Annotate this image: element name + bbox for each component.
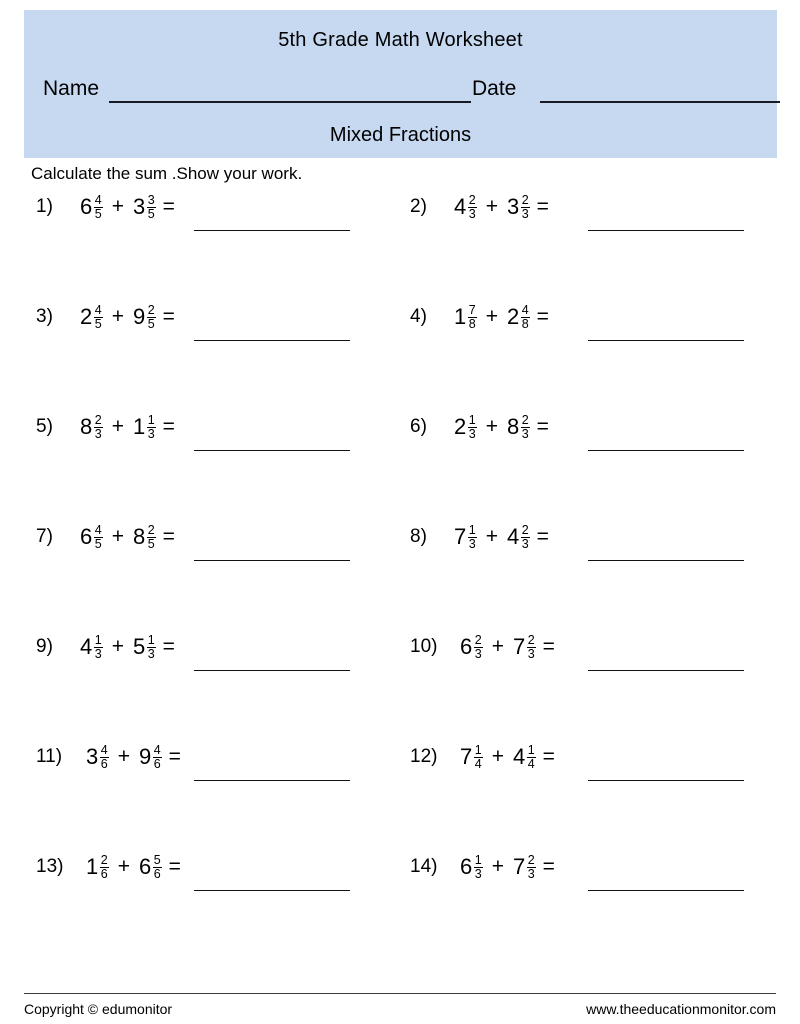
addend-2-fraction	[147, 194, 156, 221]
problem-number: 3)	[36, 306, 53, 327]
addend-1-numerator: 4	[100, 742, 108, 757]
addend-2-whole: 3	[506, 194, 520, 219]
problem-expression	[80, 302, 175, 332]
answer-line-1[interactable]	[194, 230, 350, 231]
addend-2-fraction	[147, 524, 156, 551]
addend-1	[80, 634, 103, 661]
addend-1-whole: 4	[454, 194, 467, 219]
addend-1-whole: 6	[80, 524, 93, 549]
problem-number: 9)	[36, 636, 53, 657]
addend-1	[80, 304, 103, 331]
equals-operator: =	[542, 745, 555, 768]
name-label: Name	[43, 77, 100, 100]
addend-1-fraction	[468, 194, 477, 221]
problem-8	[410, 522, 549, 586]
worksheet-title: 5th Grade Math Worksheet	[278, 29, 523, 51]
answer-line-5[interactable]	[194, 450, 350, 451]
addend-1	[80, 524, 103, 551]
addend-2-denominator: 3	[521, 427, 529, 441]
addend-1-fraction	[468, 304, 477, 331]
problem-number: 14)	[410, 856, 438, 877]
addend-1-whole: 6	[460, 854, 473, 879]
name-date-row	[24, 76, 777, 108]
plus-operator: +	[491, 855, 504, 878]
equals-operator: =	[536, 525, 549, 548]
footer-website: www.theeducationmonitor.com	[586, 1001, 776, 1017]
addend-1-denominator: 3	[468, 537, 476, 551]
addend-1-denominator: 5	[94, 207, 102, 221]
addend-1-whole: 4	[80, 634, 93, 659]
plus-operator: +	[111, 635, 124, 658]
problem-expression	[80, 632, 175, 662]
addend-1	[454, 194, 477, 221]
equals-operator: =	[536, 195, 549, 218]
addend-1-fraction	[94, 414, 103, 441]
date-label: Date	[472, 77, 517, 100]
addend-2-fraction	[521, 194, 530, 221]
addend-1-whole: 7	[454, 524, 467, 549]
addend-2-numerator: 3	[147, 192, 155, 207]
addend-1-fraction	[468, 414, 477, 441]
addend-1-fraction	[94, 634, 103, 661]
addend-1	[86, 744, 109, 771]
plus-operator: +	[485, 195, 498, 218]
addend-1	[86, 854, 109, 881]
addend-2-fraction	[527, 744, 536, 771]
addend-1	[80, 414, 103, 441]
addend-1-whole: 8	[80, 414, 93, 439]
addend-2-denominator: 8	[521, 317, 529, 331]
addend-1-whole: 3	[86, 744, 99, 769]
equals-operator: =	[168, 745, 181, 768]
addend-2	[133, 634, 156, 661]
footer-divider	[24, 993, 776, 994]
problem-expression	[86, 742, 181, 772]
addend-1-numerator: 1	[468, 412, 476, 427]
addend-2-fraction	[147, 414, 156, 441]
answer-line-12[interactable]	[588, 780, 744, 781]
plus-operator: +	[485, 305, 498, 328]
addend-2-denominator: 4	[527, 757, 535, 771]
plus-operator: +	[485, 525, 498, 548]
plus-operator: +	[491, 745, 504, 768]
addend-2-numerator: 4	[153, 742, 161, 757]
equals-operator: =	[162, 195, 175, 218]
problem-row	[0, 412, 800, 522]
problem-5	[36, 412, 175, 476]
problem-expression	[80, 412, 175, 442]
addend-1-denominator: 8	[468, 317, 476, 331]
answer-line-9[interactable]	[194, 670, 350, 671]
addend-2	[133, 524, 156, 551]
addend-1-whole: 1	[86, 854, 99, 879]
addend-2-denominator: 3	[521, 537, 529, 551]
addend-1-fraction	[474, 854, 483, 881]
addend-2-numerator: 2	[527, 632, 535, 647]
addend-1-fraction	[94, 304, 103, 331]
addend-2	[513, 854, 536, 881]
problem-2	[410, 192, 549, 256]
problem-expression	[460, 742, 555, 772]
addend-2-fraction	[527, 634, 536, 661]
name-input-line[interactable]	[109, 101, 471, 103]
problem-number: 7)	[36, 526, 53, 547]
problem-row	[0, 522, 800, 632]
addend-2-numerator: 5	[153, 852, 161, 867]
problem-number: 5)	[36, 416, 53, 437]
addend-2	[133, 304, 156, 331]
plus-operator: +	[491, 635, 504, 658]
problem-14	[410, 852, 555, 916]
addend-1-denominator: 3	[474, 867, 482, 881]
plus-operator: +	[117, 745, 130, 768]
addend-1-whole: 1	[454, 304, 467, 329]
addend-1	[460, 854, 483, 881]
problem-expression	[454, 192, 549, 222]
problem-number: 2)	[410, 196, 427, 217]
problem-12	[410, 742, 555, 806]
addend-2-denominator: 5	[147, 537, 155, 551]
addend-2-fraction	[521, 414, 530, 441]
addend-1-numerator: 7	[468, 302, 476, 317]
addend-2	[513, 634, 536, 661]
date-input-line[interactable]	[540, 101, 780, 103]
plus-operator: +	[111, 415, 124, 438]
addend-1-numerator: 4	[94, 522, 102, 537]
addend-1-denominator: 6	[100, 757, 108, 771]
equals-operator: =	[168, 855, 181, 878]
addend-1	[460, 744, 483, 771]
problem-number: 13)	[36, 856, 64, 877]
equals-operator: =	[542, 635, 555, 658]
problem-number: 11)	[36, 746, 63, 767]
worksheet-topic: Mixed Fractions	[329, 124, 472, 146]
equals-operator: =	[162, 525, 175, 548]
problem-expression	[460, 852, 555, 882]
equals-operator: =	[542, 855, 555, 878]
addend-2-whole: 5	[132, 634, 146, 659]
addend-2-whole: 4	[506, 524, 520, 549]
addend-1-fraction	[100, 854, 109, 881]
problem-row	[0, 852, 800, 962]
addend-1-denominator: 4	[474, 757, 482, 771]
addend-1-numerator: 2	[468, 192, 476, 207]
addend-2	[133, 194, 156, 221]
addend-1-whole: 6	[460, 634, 473, 659]
answer-line-14[interactable]	[588, 890, 744, 891]
addend-1-denominator: 6	[100, 867, 108, 881]
addend-2-whole: 7	[512, 634, 526, 659]
answer-line-2[interactable]	[588, 230, 744, 231]
problem-number: 4)	[410, 306, 427, 327]
addend-1-fraction	[100, 744, 109, 771]
plus-operator: +	[111, 305, 124, 328]
addend-2-whole: 7	[512, 854, 526, 879]
addend-2-whole: 9	[138, 744, 152, 769]
plus-operator: +	[111, 195, 124, 218]
addend-1-whole: 2	[454, 414, 467, 439]
problem-number: 6)	[410, 416, 427, 437]
answer-line-11[interactable]	[194, 780, 350, 781]
equals-operator: =	[162, 635, 175, 658]
addend-1	[454, 524, 477, 551]
addend-2-whole: 3	[132, 194, 146, 219]
answer-line-13[interactable]	[194, 890, 350, 891]
addend-2-whole: 9	[132, 304, 146, 329]
problem-3	[36, 302, 175, 366]
addend-1-numerator: 1	[468, 522, 476, 537]
addend-2	[507, 194, 530, 221]
addend-2-denominator: 3	[147, 427, 155, 441]
problem-expression	[454, 302, 549, 332]
answer-line-4[interactable]	[588, 340, 744, 341]
addend-2	[507, 304, 530, 331]
addend-1-whole: 2	[80, 304, 93, 329]
answer-line-10[interactable]	[588, 670, 744, 671]
problem-expression	[86, 852, 181, 882]
addend-2-numerator: 2	[521, 192, 529, 207]
addend-1-fraction	[468, 524, 477, 551]
addend-2-numerator: 2	[521, 412, 529, 427]
addend-1-numerator: 1	[94, 632, 102, 647]
addend-2-denominator: 6	[153, 757, 161, 771]
worksheet-header-band	[24, 10, 777, 158]
equals-operator: =	[162, 305, 175, 328]
problem-9	[36, 632, 175, 696]
problem-number: 12)	[410, 746, 438, 767]
addend-2-denominator: 6	[153, 867, 161, 881]
addend-2-whole: 8	[132, 524, 146, 549]
addend-1-fraction	[474, 634, 483, 661]
addend-2-fraction	[153, 854, 162, 881]
addend-1-numerator: 2	[94, 412, 102, 427]
addend-1-denominator: 3	[468, 427, 476, 441]
plus-operator: +	[111, 525, 124, 548]
addend-2-numerator: 4	[521, 302, 529, 317]
answer-line-3[interactable]	[194, 340, 350, 341]
problem-7	[36, 522, 175, 586]
addend-1	[454, 304, 477, 331]
problem-row	[0, 302, 800, 412]
addend-1-numerator: 1	[474, 742, 482, 757]
problem-1	[36, 192, 175, 256]
problem-expression	[460, 632, 555, 662]
problem-row	[0, 192, 800, 302]
addend-1	[460, 634, 483, 661]
addend-2-fraction	[527, 854, 536, 881]
addend-1-numerator: 2	[100, 852, 108, 867]
answer-line-8[interactable]	[588, 560, 744, 561]
addend-2-denominator: 3	[527, 647, 535, 661]
addend-1-denominator: 3	[94, 647, 102, 661]
problem-6	[410, 412, 549, 476]
addend-2-numerator: 2	[147, 302, 155, 317]
answer-line-7[interactable]	[194, 560, 350, 561]
addend-2-denominator: 5	[147, 317, 155, 331]
instruction-text: Calculate the sum .Show your work.	[31, 164, 303, 183]
addend-2	[513, 744, 536, 771]
addend-2	[139, 854, 162, 881]
problem-13	[36, 852, 181, 916]
addend-2-denominator: 3	[527, 867, 535, 881]
addend-2-numerator: 2	[521, 522, 529, 537]
problem-number: 10)	[410, 636, 438, 657]
addend-2-numerator: 1	[527, 742, 535, 757]
problem-number: 1)	[36, 196, 53, 217]
addend-1-whole: 6	[80, 194, 93, 219]
addend-2-whole: 4	[512, 744, 526, 769]
problem-expression	[454, 522, 549, 552]
addend-2-fraction	[521, 304, 530, 331]
addend-1-numerator: 1	[474, 852, 482, 867]
addend-2-fraction	[153, 744, 162, 771]
addend-1-denominator: 3	[468, 207, 476, 221]
addend-2-denominator: 3	[521, 207, 529, 221]
addend-2-whole: 8	[506, 414, 520, 439]
problem-expression	[454, 412, 549, 442]
addend-1-numerator: 4	[94, 302, 102, 317]
addend-1-whole: 7	[460, 744, 473, 769]
addend-2-whole: 6	[138, 854, 152, 879]
addend-2-denominator: 5	[147, 207, 155, 221]
problem-10	[410, 632, 555, 696]
addend-2-whole: 2	[506, 304, 520, 329]
problem-11	[36, 742, 181, 806]
addend-2	[507, 414, 530, 441]
addend-2-fraction	[521, 524, 530, 551]
equals-operator: =	[536, 415, 549, 438]
addend-1-fraction	[94, 524, 103, 551]
addend-1-denominator: 3	[94, 427, 102, 441]
problem-expression	[80, 522, 175, 552]
addend-2-fraction	[147, 304, 156, 331]
addend-2-numerator: 1	[147, 412, 155, 427]
addend-1	[454, 414, 477, 441]
addend-1-denominator: 5	[94, 537, 102, 551]
addend-2-numerator: 1	[147, 632, 155, 647]
addend-1-denominator: 5	[94, 317, 102, 331]
addend-2-numerator: 2	[147, 522, 155, 537]
plus-operator: +	[485, 415, 498, 438]
addend-2-fraction	[147, 634, 156, 661]
equals-operator: =	[536, 305, 549, 328]
footer-copyright: Copyright © edumonitor	[24, 1001, 173, 1017]
problem-4	[410, 302, 549, 366]
addend-2	[507, 524, 530, 551]
addend-1-denominator: 3	[474, 647, 482, 661]
addend-2	[139, 744, 162, 771]
addend-1-numerator: 2	[474, 632, 482, 647]
problem-row	[0, 632, 800, 742]
addend-1-fraction	[474, 744, 483, 771]
equals-operator: =	[162, 415, 175, 438]
problem-row	[0, 742, 800, 852]
plus-operator: +	[117, 855, 130, 878]
addend-1	[80, 194, 103, 221]
problem-expression	[80, 192, 175, 222]
addend-2-numerator: 2	[527, 852, 535, 867]
addend-2-denominator: 3	[147, 647, 155, 661]
problem-number: 8)	[410, 526, 427, 547]
addend-2-whole: 1	[132, 414, 146, 439]
problem-grid	[0, 192, 800, 962]
addend-1-numerator: 4	[94, 192, 102, 207]
addend-2	[133, 414, 156, 441]
answer-line-6[interactable]	[588, 450, 744, 451]
addend-1-fraction	[94, 194, 103, 221]
